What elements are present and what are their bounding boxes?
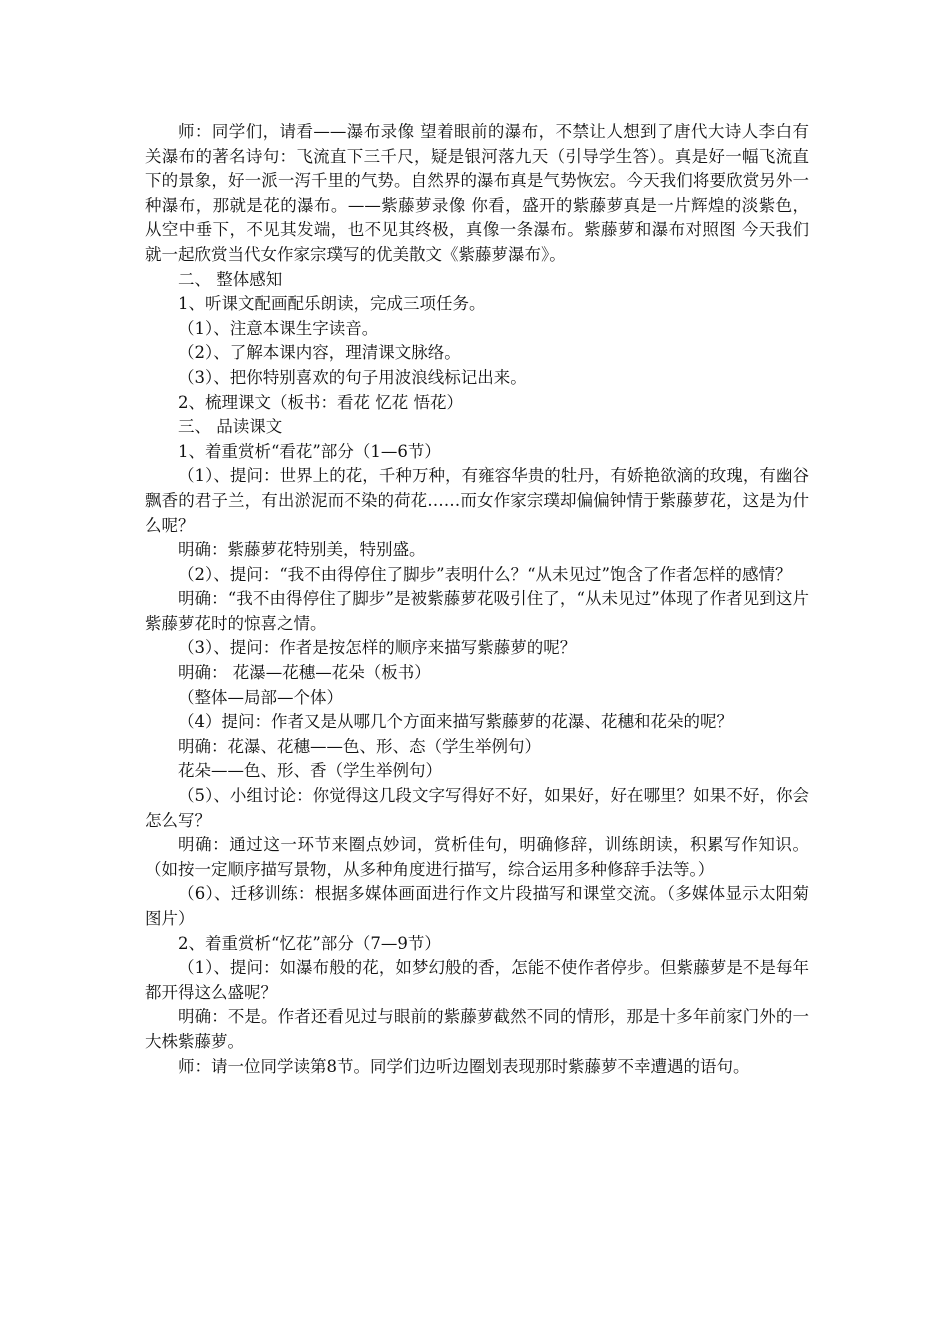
paragraph: 1、着重赏析“看花”部分（1—6节） xyxy=(178,441,441,461)
paragraph: （1）、提问：世界上的花，千种万种，有雍容华贵的牡丹，有娇艳欲滴的玫瑰，有幽谷飘香的君子兰，有出淤泥而不染的荷花……而女作家宗璞却偏偏钟情于紫藤萝花，这是为什么呢？ xyxy=(145,466,809,535)
paragraph: 师：请一位同学读第8节。同学们边听边圈划表现那时紫藤萝不幸遭遇的语句。 xyxy=(178,1056,750,1076)
paragraph: 师：同学们，请看——瀑布录像 望着眼前的瀑布，不禁让人想到了唐代大诗人李白有关瀑布的著名诗句：飞流直下三千尺，疑是银河落九天（引导学生答）。真是好一幅飞流直下的景象，好一派一泻千里的气势。自然界的瀑布真是气势恢宏。今天我们将要欣赏另外一种瀑布，那就是花的瀑布。——紫藤萝录像 你看，盛开的紫藤萝真是一片辉煌的淡紫色，从空中垂下，不见其发端，也不见其终极，真像一条瀑布。紫藤萝和瀑布对照图 今天我们就一起欣赏当代女作家宗璞写的优美散文《紫藤萝瀑布》。 xyxy=(145,122,809,264)
paragraph: 花朵——色、形、香（学生举例句） xyxy=(178,761,442,781)
paragraph: （5）、小组讨论：你觉得这几段文字写得好不好，如果好，好在哪里？如果不好，你会怎么写？ xyxy=(145,786,809,830)
paragraph: （整体—局部—个体） xyxy=(178,687,343,707)
paragraph: 明确：“我不由得停住了脚步”是被紫藤萝花吸引住了，“从未见过”体现了作者见到这片紫藤萝花时的惊喜之情。 xyxy=(145,589,809,633)
paragraph: （1）、提问：如瀑布般的花，如梦幻般的香，怎能不使作者停步。但紫藤萝是不是每年都开得这么盛呢？ xyxy=(145,958,809,1002)
paragraph: 明确：通过这一环节来圈点妙词，赏析佳句，明确修辞，训练朗读，积累写作知识。（如按一定顺序描写景物，从多种角度进行描写，综合运用多种修辞手法等。） xyxy=(145,835,809,879)
list-item: （1）、注意本课生字读音。 xyxy=(178,318,379,338)
paragraph: （6）、迁移训练：根据多媒体画面进行作文片段描写和课堂交流。（多媒体显示太阳菊图片） xyxy=(145,884,809,928)
paragraph: （3）、提问：作者是按怎样的顺序来描写紫藤萝的呢？ xyxy=(178,638,577,658)
list-item: （3）、把你特别喜欢的句子用波浪线标记出来。 xyxy=(178,367,527,387)
section-heading: 二、 整体感知 xyxy=(178,269,283,289)
paragraph: 2、着重赏析“忆花”部分（7—9节） xyxy=(178,933,441,953)
document-page xyxy=(145,120,809,1079)
paragraph: 明确：不是。作者还看见过与眼前的紫藤萝截然不同的情形，那是十多年前家门外的一大株紫藤萝。 xyxy=(145,1007,809,1051)
list-item: （2）、了解本课内容，理清课文脉络。 xyxy=(178,343,461,363)
paragraph: 明确： 花瀑—花穗—花朵（板书） xyxy=(178,663,431,683)
section-heading: 三、 品读课文 xyxy=(178,417,283,437)
paragraph: 1、听课文配画配乐朗读，完成三项任务。 xyxy=(178,294,486,314)
paragraph: （4）提问：作者又是从哪几个方面来描写紫藤萝的花瀑、花穗和花朵的呢？ xyxy=(178,712,733,732)
paragraph: 明确：紫藤萝花特别美，特别盛。 xyxy=(178,540,426,560)
paragraph: 2、梳理课文（板书：看花 忆花 悟花） xyxy=(178,392,463,412)
paragraph: （2）、提问：“我不由得停住了脚步”表明什么？“从未见过”饱含了作者怎样的感情？ xyxy=(178,564,792,584)
paragraph: 明确：花瀑、花穗——色、形、态（学生举例句） xyxy=(178,736,541,756)
